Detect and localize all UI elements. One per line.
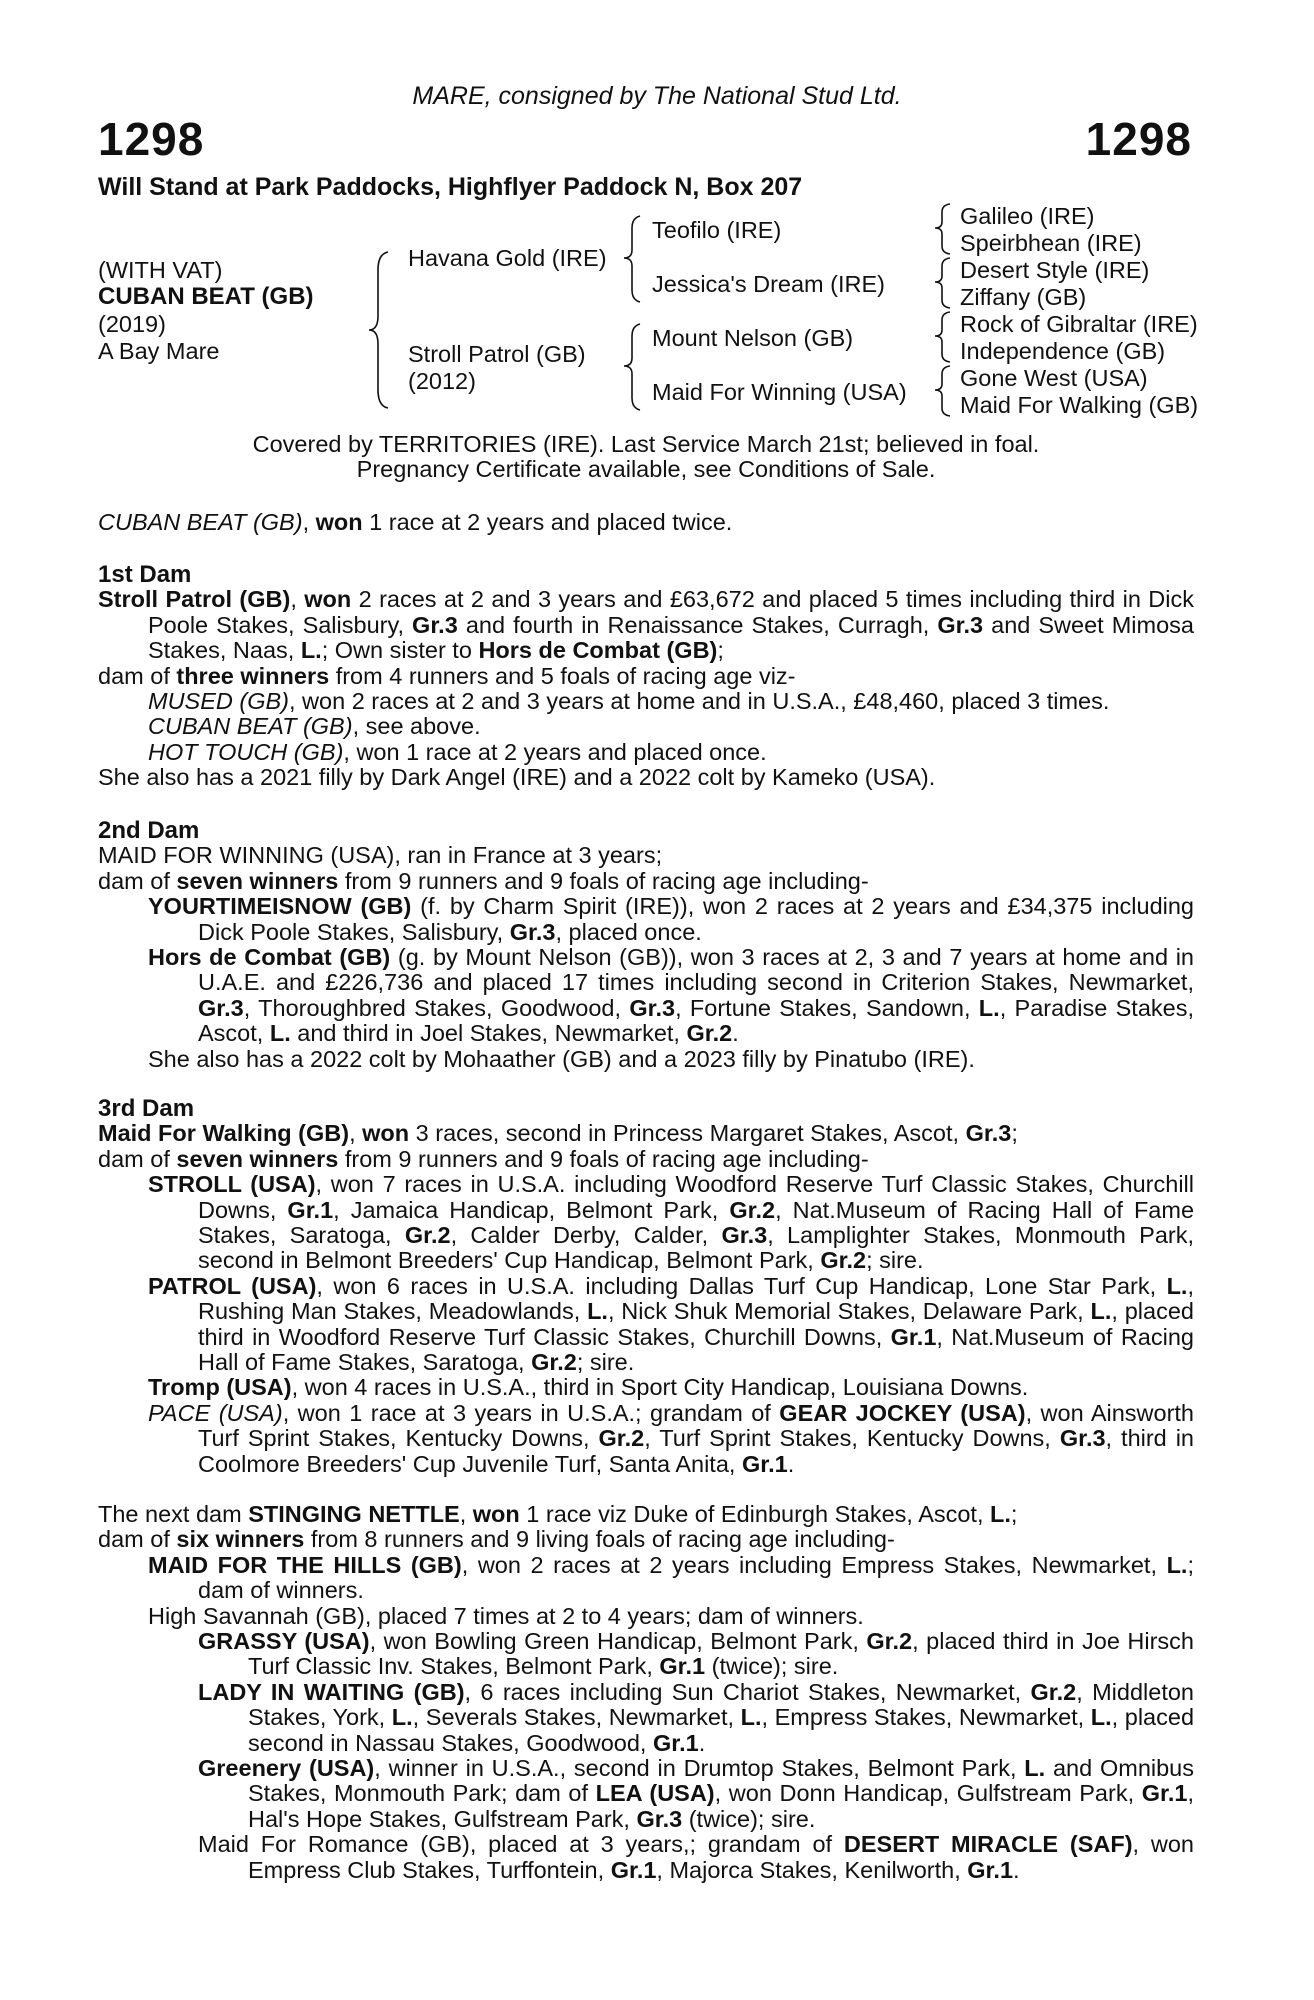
text-run: , won 2 races at 2 years including Empress Stakes, Newmarket, (461, 1551, 1167, 1578)
next-dam-produce-1 (98, 1629, 1194, 1680)
text-run: , Nick Shuk Memorial Stakes, Delaware Park, (607, 1298, 1091, 1325)
text-run: GEAR JOCKEY (USA) (779, 1399, 1026, 1426)
sire-sire: Teofilo (IRE) (652, 217, 782, 243)
ped-ssd: Speirbhean (IRE) (960, 230, 1142, 256)
text-run: Gr.1 (659, 1653, 706, 1680)
ped-dds: Gone West (USA) (960, 365, 1148, 391)
ped-sds: Desert Style (IRE) (960, 257, 1150, 283)
second-dam-produce-2 (98, 945, 1194, 1047)
first-dam-produce-3 (98, 740, 1194, 765)
text-run: , placed second in Nassau Stakes, Goodwood, (248, 1704, 1195, 1756)
text-run: seven winners (176, 867, 339, 894)
text-run: L. (1090, 1298, 1112, 1325)
text-run: , placed once. (555, 918, 702, 945)
text-run: won (362, 1120, 410, 1147)
text-run: dam of (98, 1145, 177, 1172)
text-run: Gr.3 (965, 1120, 1012, 1147)
text-run: three winners (176, 662, 330, 689)
first-dam-heading: 1st Dam (98, 561, 192, 588)
text-run: ; dam of winners. (198, 1551, 1194, 1604)
first-dam-damof (98, 664, 1194, 689)
text-run: , Nat.Museum of Racing Hall of Fame Stakes, Saratoga, (198, 1323, 1194, 1376)
third-dam-produce-4 (98, 1401, 1194, 1477)
ped-dss: Rock of Gibraltar (IRE) (960, 311, 1198, 337)
text-run: LADY IN WAITING (GB) (198, 1678, 465, 1705)
third-dam-produce-1 (98, 1172, 1194, 1274)
text-run: dam of (98, 867, 177, 894)
text-run: , Middleton Stakes, York, (248, 1678, 1194, 1731)
first-dam-section (98, 562, 1194, 791)
brace-sd (932, 256, 954, 310)
text-run: L. (1024, 1755, 1046, 1782)
text-run: from 8 runners and 9 living foals of racing age including- (304, 1526, 895, 1553)
text-run: , Thoroughbred Stakes, Goodwood, (243, 994, 630, 1021)
text-run: Gr.2 (1030, 1678, 1077, 1705)
text-run: six winners (176, 1526, 305, 1553)
next-dam-produce-4 (98, 1832, 1194, 1883)
text-run: ; (1010, 1501, 1018, 1527)
ped-dsd: Independence (GB) (960, 338, 1166, 364)
ped-sdd: Ziffany (GB) (960, 284, 1087, 310)
second-dam-heading: 2nd Dam (98, 817, 200, 844)
text-run: ; sire. (576, 1349, 635, 1376)
text-run: L. (990, 1501, 1011, 1527)
text-run: Gr.1 (287, 1196, 334, 1223)
text-run: , Calder Derby, Calder, (450, 1222, 722, 1249)
text-run: Gr.2 (729, 1196, 776, 1223)
next-dam-produce-2 (98, 1680, 1194, 1756)
text-run: , won 4 races in U.S.A., third in Sport City Handicap, Louisiana Downs. (291, 1374, 1029, 1401)
text-run: DESERT MIRACLE (SAF) (843, 1831, 1133, 1858)
text-run: L. (978, 994, 1000, 1021)
text-run: Gr.1 (890, 1323, 937, 1350)
vat-note: (WITH VAT) (98, 257, 223, 283)
intro-line: CUBAN BEAT (GB), won 1 race at 2 years and placed twice. (98, 509, 733, 535)
text-run: , won Donn Handicap, Gulfstream Park, (714, 1780, 1142, 1807)
text-run: , Fortune Stakes, Sandown, (675, 994, 979, 1021)
third-dam-produce-3 (98, 1375, 1194, 1400)
text-run: HOT TOUCH (GB) (148, 738, 344, 765)
text-run: L. (391, 1704, 413, 1731)
text-run: (twice); sire. (705, 1653, 839, 1680)
text-run: . (1013, 1856, 1020, 1883)
third-dam-line (98, 1121, 1194, 1146)
text-run: Gr.1 (1141, 1780, 1188, 1807)
text-run: seven winners (176, 1145, 339, 1172)
next-dam-high-savannah: High Savannah (GB), placed 7 times at 2 to 4 years; dam of winners. (148, 1602, 864, 1629)
text-run: Greenery (USA) (198, 1755, 375, 1782)
consignor-line: MARE, consigned by The National Stud Ltd. (412, 82, 902, 110)
second-dam-produce-1 (98, 894, 1194, 945)
text-run: , Rushing Man Stakes, Meadowlands, (198, 1272, 1194, 1325)
text-run: (f. by Charm Spirit (IRE)), won 2 races at 2 years and £34,375 including Dick Poole Stakes, Salisbury, (198, 893, 1194, 945)
intro-horse-name: CUBAN BEAT (GB) (98, 509, 303, 535)
text-run: , third in Coolmore Breeders' Cup Juvenile Turf, Santa Anita, (198, 1425, 1195, 1477)
horse-name: CUBAN BEAT (GB) (98, 283, 314, 310)
text-run: Hors de Combat (GB) (478, 637, 718, 664)
text-run: , won 7 races in U.S.A. including Woodford Reserve Turf Classic Stakes, Churchill Downs, (198, 1171, 1194, 1223)
sire: Havana Gold (IRE) (408, 245, 607, 271)
ped-sss: Galileo (IRE) (960, 203, 1095, 229)
brace-ds (932, 310, 954, 364)
text-run: L. (1166, 1551, 1188, 1578)
text-run: and third in Joel Stakes, Newmarket, (290, 1020, 687, 1047)
third-dam-heading: 3rd Dam (98, 1095, 195, 1122)
intro-won: won (315, 509, 363, 535)
text-run: Gr.2 (598, 1425, 645, 1452)
text-run: 1 race viz Duke of Edinburgh Stakes, Ascot, (519, 1501, 991, 1527)
text-run: , (290, 586, 305, 613)
text-run: Maid For Romance (GB), placed at 3 years,; grandam of (198, 1831, 844, 1858)
text-run: , won 1 race at 2 years and placed once. (343, 738, 767, 765)
second-dam-section (98, 818, 1194, 1072)
sire-dam: Jessica's Dream (IRE) (652, 271, 885, 297)
text-run: (g. by Mount Nelson (GB)), won 3 races at 2, 3 and 7 years at home and in U.A.E. and £226,736 and placed 17 times including second in Criterion Stakes, Newmarket, (198, 944, 1194, 996)
text-run: L. (300, 637, 322, 664)
text-run: from 9 runners and 9 foals of racing age including- (338, 867, 869, 894)
text-run: YOURTIMEISNOW (GB) (148, 893, 412, 920)
text-run: (twice); sire. (682, 1805, 816, 1832)
text-run: Gr.3 (721, 1222, 768, 1249)
text-run: Gr.3 (412, 611, 458, 638)
text-run: Maid For Walking (GB) (98, 1120, 350, 1147)
text-run: won (304, 586, 352, 613)
pedigree-brace-sire (620, 214, 644, 304)
text-run: L. (1090, 1704, 1112, 1731)
text-run: , 6 races including Sun Chariot Stakes, Newmarket, (464, 1678, 1031, 1705)
text-run: LEA (USA) (595, 1780, 715, 1807)
third-dam-produce-2 (98, 1274, 1194, 1376)
text-run: The next dam (98, 1501, 249, 1527)
dam-dam: Maid For Winning (USA) (652, 379, 907, 405)
text-run: Gr.2 (404, 1222, 451, 1249)
text-run: PACE (USA) (148, 1399, 283, 1426)
text-run: Gr.3 (198, 994, 244, 1021)
brace-ss (932, 202, 954, 256)
lot-number-left: 1298 (98, 113, 205, 165)
text-run: won (472, 1501, 520, 1527)
text-run: , won Empress Club Stakes, Turffontein, (248, 1831, 1194, 1883)
third-dam-damof (98, 1147, 1194, 1172)
text-run: Gr.3 (629, 994, 676, 1021)
text-run: and Omnibus Stakes, Monmouth Park; dam of (248, 1755, 1194, 1807)
first-dam-paragraph (98, 587, 1194, 663)
text-run: 2 races at 2 and 3 years and £63,672 and placed 5 times including third in Dick Poole Stakes, Salisbury, (148, 586, 1194, 638)
text-run: , Jamaica Handicap, Belmont Park, (333, 1196, 730, 1223)
text-run: , Paradise Stakes, Ascot, (198, 994, 1194, 1047)
text-run: . (698, 1729, 706, 1756)
intro-rest: 1 race at 2 years and placed twice. (362, 509, 733, 535)
text-run: PATROL (USA) (148, 1272, 317, 1299)
text-run: , see above. (352, 713, 481, 740)
text-run: . (732, 1020, 739, 1047)
text-run: 3 races, second in Princess Margaret Stakes, Ascot, (409, 1120, 966, 1147)
text-run: Stroll Patrol (GB) (98, 586, 291, 613)
text-run: , won Ainsworth Turf Sprint Stakes, Kentucky Downs, (198, 1399, 1195, 1452)
text-run: Hors de Combat (GB) (148, 944, 391, 971)
text-run: Gr.1 (741, 1450, 788, 1477)
text-run: Gr.3 (509, 918, 556, 945)
text-run: , Hal's Hope Stakes, Gulfstream Park, (248, 1780, 1194, 1832)
stand-location: Will Stand at Park Paddocks, Highflyer Paddock N, Box 207 (98, 173, 803, 201)
third-dam-section (98, 1096, 1194, 1477)
text-run: STROLL (USA) (148, 1171, 316, 1198)
covered-line-1: Covered by TERRITORIES (IRE). Last Service March 21st; believed in foal. (252, 431, 1040, 457)
text-run: ; Own sister to (321, 637, 479, 664)
text-run: ; sire. (866, 1247, 924, 1274)
text-run: , (459, 1501, 473, 1527)
text-run: . (787, 1450, 795, 1477)
text-run: , Majorca Stakes, Kenilworth, (656, 1856, 968, 1883)
text-run: , winner in U.S.A., second in Drumtop Stakes, Belmont Park, (374, 1755, 1025, 1782)
text-run: , placed third in Woodford Reserve Turf Classic Stakes, Churchill Downs, (198, 1298, 1194, 1350)
text-run: CUBAN BEAT (GB) (148, 713, 353, 740)
text-run: , won 2 races at 2 and 3 years at home and in U.S.A., £48,460, placed 3 times. (289, 688, 1110, 715)
text-run: and fourth in Renaissance Stakes, Curragh, (457, 611, 938, 638)
pedigree-brace-main (366, 250, 396, 410)
text-run: MUSED (GB) (148, 688, 289, 715)
text-run: L. (269, 1020, 291, 1047)
ped-ddd: Maid For Walking (GB) (960, 392, 1199, 418)
text-run: Gr.2 (820, 1247, 867, 1274)
dam-sire: Mount Nelson (GB) (652, 325, 854, 351)
text-run: and Sweet Mimosa Stakes, Naas, (148, 611, 1194, 664)
text-run: L. (740, 1704, 762, 1731)
text-run: Tromp (USA) (148, 1374, 292, 1401)
text-run: MAID FOR THE HILLS (GB) (148, 1551, 462, 1578)
second-dam-damof (98, 869, 1194, 894)
text-run: , won Bowling Green Handicap, Belmont Park, (369, 1628, 867, 1655)
text-run: , won 1 race at 3 years in U.S.A.; grandam of (282, 1399, 780, 1426)
text-run: dam of (98, 662, 177, 689)
horse-description: A Bay Mare (98, 338, 220, 364)
text-run: , Nat.Museum of Racing Hall of Fame Stakes, Saratoga, (198, 1196, 1195, 1249)
text-run: ; (717, 637, 724, 664)
first-dam-produce-1 (98, 689, 1194, 714)
text-run: GRASSY (USA) (198, 1628, 370, 1655)
text-run: Gr.1 (610, 1856, 657, 1883)
next-dam-section (98, 1502, 1194, 1883)
next-dam-damof (98, 1527, 1194, 1552)
text-run: Gr.2 (531, 1349, 577, 1376)
text-run: L. (587, 1298, 608, 1325)
text-run: Gr.2 (686, 1020, 733, 1047)
next-dam-maid-for-the-hills (98, 1553, 1194, 1604)
text-run: from 9 runners and 9 foals of racing age including- (338, 1145, 869, 1172)
text-run: L. (1166, 1272, 1188, 1299)
text-run: , Empress Stakes, Newmarket, (761, 1704, 1091, 1731)
dam: Stroll Patrol (GB) (408, 341, 586, 367)
dam-year: (2012) (408, 368, 476, 394)
text-run: ; (1011, 1120, 1018, 1147)
horse-year: (2019) (98, 311, 166, 337)
brace-dd (932, 364, 954, 418)
text-run: Gr.3 (636, 1805, 683, 1832)
covered-line-2: Pregnancy Certificate available, see Conditions of Sale. (356, 456, 936, 483)
first-dam-produce-2 (98, 714, 1194, 739)
text-run: Gr.3 (1059, 1425, 1106, 1452)
text-run: Gr.1 (652, 1729, 699, 1756)
text-run: , Lamplighter Stakes, Monmouth Park, second in Belmont Breeders' Cup Handicap, Belmont Park, (198, 1222, 1194, 1274)
text-run: Gr.2 (866, 1628, 913, 1655)
text-run: , placed third in Joe Hirsch Turf Classic Inv. Stakes, Belmont Park, (248, 1628, 1194, 1680)
text-run: from 4 runners and 5 foals of racing age viz- (329, 662, 796, 689)
text-run: , (349, 1120, 363, 1147)
first-dam-also: She also has a 2021 filly by Dark Angel (IRE) and a 2022 colt by Kameko (USA). (98, 764, 936, 791)
text-run: Gr.1 (967, 1856, 1014, 1883)
text-run: , won 6 races in U.S.A. including Dallas Turf Cup Handicap, Lone Star Park, (316, 1272, 1167, 1299)
text-run: , Turf Sprint Stakes, Kentucky Downs, (644, 1425, 1060, 1452)
second-dam-also: She also has a 2022 colt by Mohaather (GB) and a 2023 filly by Pinatubo (IRE). (148, 1045, 975, 1072)
lot-number-right: 1298 (1085, 113, 1192, 165)
pedigree-brace-dam (620, 322, 644, 412)
second-dam-line: MAID FOR WINNING (USA), ran in France at 3 years; (98, 842, 663, 869)
text-run: , Severals Stakes, Newmarket, (412, 1704, 741, 1731)
covered-note (98, 432, 1194, 483)
next-dam-produce-3 (98, 1756, 1194, 1832)
text-run: Gr.3 (937, 611, 984, 638)
text-run: dam of (98, 1526, 177, 1553)
next-dam-line (98, 1502, 1194, 1527)
text-run: STINGING NETTLE (248, 1501, 460, 1527)
